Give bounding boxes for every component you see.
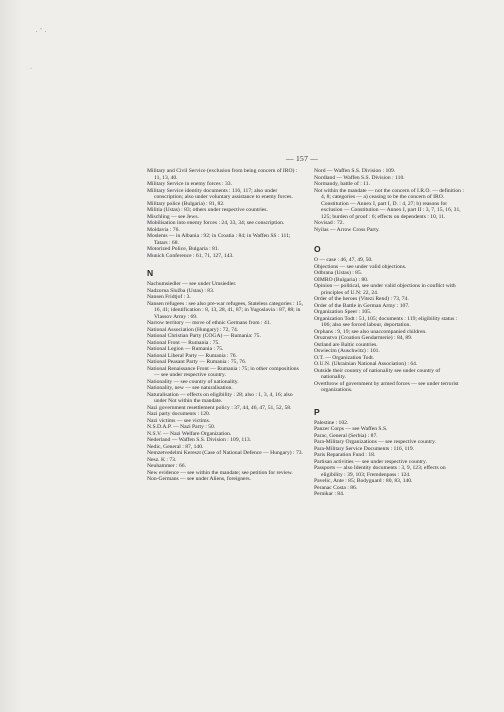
index-entry: Pavelic, Ante : 85; Bodyguard : 80, 83, 140. bbox=[314, 478, 413, 484]
margin-speck: · bbox=[30, 66, 32, 72]
index-entry: N.S.V. — Nazi Welfare Organization. bbox=[147, 430, 232, 437]
index-entry: Military Service identity documents : 116, 117; also under conscription; also under voluntary assistance to enemy forces. bbox=[147, 187, 293, 200]
index-entry: Narrow territory — move of ethnic Germans from : 41. bbox=[147, 320, 271, 326]
index-entry: Passports — also Identity documents : 3, 9, 123; effects on eligibility : 39, 103; Fremdenpass : 124. bbox=[314, 465, 446, 478]
index-entry: Not within the mandate — not the concern of I.R.O. — definition : 4, 8; categories — a) ceasing to be the concern of IRO. Constitution — Annex I, part I, D. : 4, 27; b) reasons for exclusion — Constitution — Annex I, part II : 3, 7, 15, 16, 31, 125; burden of proof : 6; effects on dependents : 10, 11. bbox=[314, 187, 464, 220]
index-entry: Order of the Battle in German Army : 107. bbox=[314, 302, 410, 309]
index-entry: Nemzetvedelmi Kereszt (Case of National Defence — Hungary) : 73. bbox=[147, 450, 303, 456]
n-entries bbox=[147, 281, 304, 483]
index-column-left bbox=[147, 168, 304, 483]
index-entry: Non-Germans — see under Aliens, foreigners. bbox=[147, 476, 251, 482]
index-entry: O.U.N. (Ukrainian National Association) : 64. bbox=[314, 361, 418, 367]
index-entry: Motorized Police, Bulgaria : 81. bbox=[147, 246, 220, 252]
index-entry: Odbrana (Ustas) : 85. bbox=[314, 270, 363, 276]
index-entry: Neuhammer : 66. bbox=[147, 463, 186, 469]
index-entry: Oruznstvo (Croation Gendarmerie) : 84, 89. bbox=[314, 335, 413, 341]
page-number: — 157 — bbox=[286, 154, 319, 163]
index-entry: Nyilas — Arrow Cross Party. bbox=[314, 226, 380, 233]
index-entry: Normandy, battle of : 11. bbox=[314, 181, 370, 187]
index-entry: Para-Military Service Documents : 116, 119. bbox=[314, 445, 415, 452]
index-entry: Military and Civil Service (exclusion from being concern of IRO) : 11, 13, 40. bbox=[147, 168, 298, 181]
index-entry: Organization Todt : 51, 105; documents : 119; eligibility status : 106; also see forced labour, deportation. bbox=[314, 315, 458, 328]
index-entry: OIMRO (Bulgaria) : 80. bbox=[314, 276, 369, 283]
index-entry: Nationality — see country of nationality. bbox=[147, 378, 239, 385]
index-entry: Para-Military Organizations — see respective country. bbox=[314, 439, 436, 445]
index-entry: National Legion — Rumania : 75. bbox=[147, 346, 224, 352]
index-entry: Nordland — Waffen S.S. Division : 110. bbox=[314, 174, 405, 181]
m-entries bbox=[147, 168, 304, 259]
index-entry: Nederland — Waffen S.S. Division : 109, 113. bbox=[147, 437, 252, 443]
index-entry: Nansen refugees : see also pre-war refugees, Stateless categories : 15, 16, 41; identification : 8, 13, 28, 41, 87; in Yugoslavia : 87, 88; in Vlassov Army : 69. bbox=[147, 300, 303, 320]
index-entry: Mischling — see Jews. bbox=[147, 213, 199, 220]
index-entry: Nazi government resettlement policy : 37, 44, 46, 47, 51, 52, 58. bbox=[147, 404, 292, 411]
index-entry: Nesz. K : 73. bbox=[147, 456, 177, 463]
section-letter-n: N bbox=[147, 268, 154, 278]
index-entry: National Liberal Party — Rumania : 76. bbox=[147, 352, 237, 359]
index-entry: Palestine : 102. bbox=[314, 419, 349, 426]
index-entry: Military police (Bulgaria) : 81, 82. bbox=[147, 200, 225, 207]
index-entry: Nord — Waffen S.S. Division : 109. bbox=[314, 168, 396, 174]
index-entry: New evidence — see within the mandate; see petition for review. bbox=[147, 469, 293, 476]
index-entry: Nedic, General : 87, 140. bbox=[147, 443, 204, 450]
index-entry: Objections — see under valid objections. bbox=[314, 263, 407, 270]
index-entry: Parac, General (Serbia) : 87. bbox=[314, 432, 378, 439]
index-entry: Pernikar : 84. bbox=[314, 491, 345, 497]
index-entry: Moldavia : 76. bbox=[147, 226, 180, 233]
section-letter-p: P bbox=[314, 406, 320, 417]
index-entry: Moslems — in Albania : 92; in Croatia : 84; in Waffen SS : 111; Tatars : 68. bbox=[147, 233, 291, 246]
section-letter-o: O bbox=[314, 244, 321, 254]
index-entry: Order of the heroes (Vitezi Rend) : 73, 74. bbox=[314, 296, 409, 302]
margin-speck: . ' . bbox=[36, 28, 47, 34]
index-entry: Military Service in enemy forces : 33. bbox=[147, 181, 232, 187]
n-continued-entries bbox=[314, 168, 464, 233]
index-entry: Partisan activities — see under respective country. bbox=[314, 458, 427, 465]
p-entries bbox=[314, 420, 464, 498]
index-entry: Nazi victims — see victims. bbox=[147, 417, 211, 424]
index-entry: O — case : 46, 47, 49, 50. bbox=[314, 257, 373, 263]
index-entry: Mobilisation into enemy forces : 24, 33, 34; see conscription. bbox=[147, 220, 285, 226]
index-entry: Nachumsiedler — see under Umsiedler. bbox=[147, 281, 237, 287]
index-entry: N.S.D.A.P. — Nazi Party : 50. bbox=[147, 424, 216, 430]
index-entry: Novisad : 72. bbox=[314, 220, 344, 226]
index-entry: National Peasant Party — Rumania : 75, 76. bbox=[147, 359, 247, 365]
index-entry: Overthrow of government by armed forces — see under terrorist organizations. bbox=[314, 380, 459, 393]
index-entry: Munich Conference : 61, 71, 127, 143. bbox=[147, 252, 234, 259]
index-entry: Militia (Ustas) : 83; others under respective countries. bbox=[147, 207, 268, 213]
index-entry: Panzer Corps — see Waffen S.S. bbox=[314, 426, 388, 432]
index-entry: Paris Reparation Fund : 18. bbox=[314, 452, 376, 458]
index-entry: Organization Speer : 105. bbox=[314, 309, 372, 315]
index-entry: National Christian Party (COGA) — Rumania: 75. bbox=[147, 333, 261, 339]
index-entry: Nansen Fridtjof : 3. bbox=[147, 294, 191, 300]
index-entry: O.T. — Organization Todt. bbox=[314, 354, 375, 361]
index-entry: Nadzorna Služba (Ustas) : 83. bbox=[147, 287, 215, 294]
index-entry: National Front — Rumania : 75. bbox=[147, 339, 220, 346]
index-entry: Orphans : 9, 19; see also unaccompanied children. bbox=[314, 328, 427, 335]
index-entry: Opinion — political, see under valid objections in conflict with principles of U.N: 22, 24. bbox=[314, 283, 456, 296]
index-entry: Ostland are Baltic countries. bbox=[314, 341, 378, 348]
index-entry: Nationality, new — see naturalisation. bbox=[147, 385, 233, 391]
index-entry: Naturalisation — effects on eligibility : 28; also : 1, 3, 4, 16; also under Not within the mandate. bbox=[147, 391, 293, 404]
index-column-right bbox=[314, 168, 464, 498]
index-entry: Nazi party documents : 120. bbox=[147, 411, 211, 417]
index-entry: Peranac Costa : 86. bbox=[314, 484, 358, 491]
index-entry: National Renaissance Front — Rumania : 75; in other compositions — see under respective country. bbox=[147, 365, 299, 378]
index-entry: National Association (Hungary) : 72, 74. bbox=[147, 326, 239, 333]
o-entries bbox=[314, 257, 464, 394]
index-entry: Oswiecim (Auschwitz) : 101. bbox=[314, 348, 380, 354]
index-entry: Outside their country of nationality see under country of nationality. bbox=[314, 367, 441, 380]
